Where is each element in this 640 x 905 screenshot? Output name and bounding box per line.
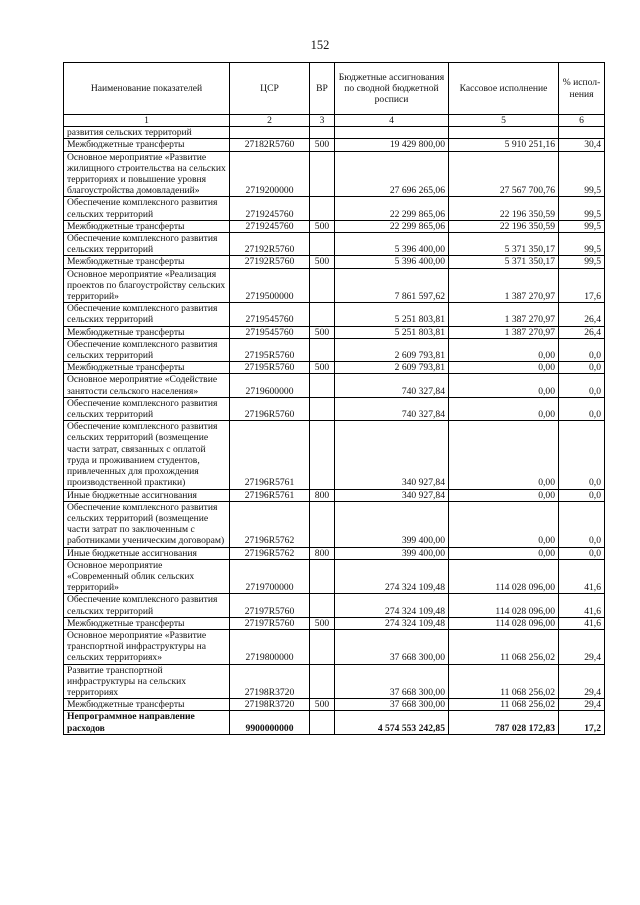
cell-csr: 27196R5761 xyxy=(230,421,310,489)
cell-budget: 37 668 300,00 xyxy=(335,629,449,664)
cell-vr xyxy=(310,303,335,326)
table-row xyxy=(64,197,605,220)
cell-vr xyxy=(310,127,335,139)
cell-csr: 2719800000 xyxy=(230,629,310,664)
cell-percent: 0,0 xyxy=(559,489,605,501)
cell-name: Межбюджетные трансферты xyxy=(64,139,230,151)
cell-cash: 5 371 350,17 xyxy=(449,256,559,268)
cell-cash: 11 068 256,02 xyxy=(449,699,559,711)
cell-name: Иные бюджетные ассигнования xyxy=(64,489,230,501)
cell-vr: 500 xyxy=(310,139,335,151)
cell-csr: 27196R5761 xyxy=(230,489,310,501)
cell-cash: 11 068 256,02 xyxy=(449,664,559,699)
cell-csr: 2719545760 xyxy=(230,326,310,338)
cell-name: Обеспечение комплексного развития сельских территорий xyxy=(64,594,230,617)
cell-csr: 27196R5762 xyxy=(230,547,310,559)
cell-budget: 5 396 400,00 xyxy=(335,256,449,268)
cell-percent: 26,4 xyxy=(559,303,605,326)
cell-csr: 27196R5762 xyxy=(230,501,310,547)
cell-percent: 99,5 xyxy=(559,256,605,268)
cell-cash: 27 567 700,76 xyxy=(449,151,559,197)
cell-budget: 340 927,84 xyxy=(335,489,449,501)
column-number-row xyxy=(64,115,605,127)
cell-name: Основное мероприятие «Развитие транспортной инфраструктуры на сельских территориях» xyxy=(64,629,230,664)
cell-name: Основное мероприятие «Содействие занятости сельского населения» xyxy=(64,374,230,397)
cell-csr: 9900000000 xyxy=(230,711,310,734)
cell-csr: 2719545760 xyxy=(230,303,310,326)
header-csr: ЦСР xyxy=(230,63,310,115)
cell-vr xyxy=(310,559,335,594)
cell-csr: 27195R5760 xyxy=(230,362,310,374)
column-number: 1 xyxy=(64,115,230,127)
cell-budget: 340 927,84 xyxy=(335,421,449,489)
cell-vr xyxy=(310,197,335,220)
cell-cash: 5 910 251,16 xyxy=(449,139,559,151)
cell-vr xyxy=(310,421,335,489)
cell-name: Обеспечение комплексного развития сельских территорий xyxy=(64,338,230,361)
cell-percent: 30,4 xyxy=(559,139,605,151)
cell-vr: 500 xyxy=(310,617,335,629)
budget-execution-table xyxy=(63,62,605,735)
cell-vr xyxy=(310,594,335,617)
cell-csr: 2719600000 xyxy=(230,374,310,397)
cell-cash: 1 387 270,97 xyxy=(449,268,559,303)
cell-name: Межбюджетные трансферты xyxy=(64,256,230,268)
cell-csr: 2719200000 xyxy=(230,151,310,197)
cell-vr xyxy=(310,268,335,303)
cell-cash: 114 028 096,00 xyxy=(449,559,559,594)
cell-vr xyxy=(310,664,335,699)
cell-name: Межбюджетные трансферты xyxy=(64,699,230,711)
cell-cash: 0,00 xyxy=(449,501,559,547)
cell-budget: 22 299 865,06 xyxy=(335,220,449,232)
header-percent: % испол-нения xyxy=(559,63,605,115)
table-row xyxy=(64,594,605,617)
cell-percent: 0,0 xyxy=(559,362,605,374)
cell-percent: 29,4 xyxy=(559,664,605,699)
cell-percent: 17,2 xyxy=(559,711,605,734)
cell-percent: 41,6 xyxy=(559,594,605,617)
cell-percent: 0,0 xyxy=(559,374,605,397)
column-number: 4 xyxy=(335,115,449,127)
cell-vr xyxy=(310,629,335,664)
cell-vr xyxy=(310,374,335,397)
cell-budget: 2 609 793,81 xyxy=(335,362,449,374)
cell-vr xyxy=(310,711,335,734)
cell-percent: 0,0 xyxy=(559,547,605,559)
cell-cash: 1 387 270,97 xyxy=(449,326,559,338)
cell-name: Обеспечение комплексного развития сельских территорий xyxy=(64,303,230,326)
table-row xyxy=(64,268,605,303)
cell-percent: 99,5 xyxy=(559,197,605,220)
cell-cash: 114 028 096,00 xyxy=(449,594,559,617)
table-row xyxy=(64,220,605,232)
cell-cash: 0,00 xyxy=(449,338,559,361)
cell-budget: 399 400,00 xyxy=(335,547,449,559)
cell-csr: 27192R5760 xyxy=(230,256,310,268)
cell-csr: 2719245760 xyxy=(230,220,310,232)
cell-budget: 27 696 265,06 xyxy=(335,151,449,197)
cell-budget: 274 324 109,48 xyxy=(335,594,449,617)
cell-cash: 22 196 350,59 xyxy=(449,220,559,232)
cell-cash: 0,00 xyxy=(449,489,559,501)
cell-csr: 2719500000 xyxy=(230,268,310,303)
cell-name: Обеспечение комплексного развития сельских территорий (возмещение части затрат, связанных с оплатой труда и проживанием студентов, привлеченных для прохождения производственной практики) xyxy=(64,421,230,489)
cell-budget: 274 324 109,48 xyxy=(335,617,449,629)
cell-csr: 27197R5760 xyxy=(230,594,310,617)
cell-percent: 99,5 xyxy=(559,233,605,256)
cell-percent: 17,6 xyxy=(559,268,605,303)
table-row xyxy=(64,326,605,338)
cell-vr: 500 xyxy=(310,220,335,232)
column-number: 5 xyxy=(449,115,559,127)
cell-budget xyxy=(335,127,449,139)
table-row xyxy=(64,421,605,489)
table-row xyxy=(64,547,605,559)
header-vr: ВР xyxy=(310,63,335,115)
cell-cash: 0,00 xyxy=(449,397,559,420)
table-row xyxy=(64,127,605,139)
table-row xyxy=(64,664,605,699)
cell-csr: 27198R3720 xyxy=(230,664,310,699)
table-row xyxy=(64,489,605,501)
header-name: Наименование показателей xyxy=(64,63,230,115)
cell-name: Основное мероприятие «Реализация проектов по благоустройству сельских территорий» xyxy=(64,268,230,303)
cell-cash: 11 068 256,02 xyxy=(449,629,559,664)
page-number: 152 xyxy=(310,38,330,52)
cell-percent xyxy=(559,127,605,139)
table-row xyxy=(64,711,605,734)
table-row xyxy=(64,559,605,594)
cell-percent: 41,6 xyxy=(559,559,605,594)
cell-name: Межбюджетные трансферты xyxy=(64,326,230,338)
table-header-row xyxy=(64,63,605,115)
cell-name: Обеспечение комплексного развития сельских территорий xyxy=(64,197,230,220)
cell-csr xyxy=(230,127,310,139)
cell-vr: 800 xyxy=(310,547,335,559)
cell-name: Непрограммное направление расходов xyxy=(64,711,230,734)
cell-percent: 29,4 xyxy=(559,699,605,711)
cell-vr: 500 xyxy=(310,256,335,268)
cell-name: Межбюджетные трансферты xyxy=(64,362,230,374)
header-budget: Бюджетные ассигнования по сводной бюджетной росписи xyxy=(335,63,449,115)
cell-budget: 5 251 803,81 xyxy=(335,303,449,326)
table-row xyxy=(64,338,605,361)
cell-budget: 2 609 793,81 xyxy=(335,338,449,361)
cell-percent: 0,0 xyxy=(559,501,605,547)
cell-csr: 2719245760 xyxy=(230,197,310,220)
cell-budget: 274 324 109,48 xyxy=(335,559,449,594)
table-row xyxy=(64,699,605,711)
cell-name: Обеспечение комплексного развития сельских территорий (возмещение части затрат по заключенным с работниками ученическим договорам) xyxy=(64,501,230,547)
cell-budget: 4 574 553 242,85 xyxy=(335,711,449,734)
cell-budget: 5 251 803,81 xyxy=(335,326,449,338)
table-row xyxy=(64,629,605,664)
cell-budget: 22 299 865,06 xyxy=(335,197,449,220)
table-row xyxy=(64,151,605,197)
column-number: 2 xyxy=(230,115,310,127)
cell-name: Иные бюджетные ассигнования xyxy=(64,547,230,559)
cell-cash: 0,00 xyxy=(449,421,559,489)
cell-csr: 27198R3720 xyxy=(230,699,310,711)
table-row xyxy=(64,397,605,420)
cell-percent: 0,0 xyxy=(559,397,605,420)
cell-name: Основное мероприятие «Современный облик сельских территорий» xyxy=(64,559,230,594)
cell-name: Обеспечение комплексного развития сельских территорий xyxy=(64,397,230,420)
table-row xyxy=(64,362,605,374)
table-row xyxy=(64,501,605,547)
table-row xyxy=(64,233,605,256)
cell-cash: 787 028 172,83 xyxy=(449,711,559,734)
cell-vr xyxy=(310,501,335,547)
cell-budget: 740 327,84 xyxy=(335,397,449,420)
cell-vr xyxy=(310,338,335,361)
cell-csr: 27196R5760 xyxy=(230,397,310,420)
cell-cash xyxy=(449,127,559,139)
cell-budget: 7 861 597,62 xyxy=(335,268,449,303)
cell-vr xyxy=(310,233,335,256)
cell-cash: 1 387 270,97 xyxy=(449,303,559,326)
cell-name: Межбюджетные трансферты xyxy=(64,617,230,629)
cell-percent: 99,5 xyxy=(559,151,605,197)
header-cash: Кассовое исполнение xyxy=(449,63,559,115)
cell-csr: 27192R5760 xyxy=(230,233,310,256)
cell-budget: 740 327,84 xyxy=(335,374,449,397)
cell-csr: 27195R5760 xyxy=(230,338,310,361)
cell-budget: 37 668 300,00 xyxy=(335,699,449,711)
table-row xyxy=(64,256,605,268)
table-row xyxy=(64,617,605,629)
cell-cash: 22 196 350,59 xyxy=(449,197,559,220)
table-row xyxy=(64,374,605,397)
cell-name: Межбюджетные трансферты xyxy=(64,220,230,232)
cell-vr xyxy=(310,397,335,420)
cell-percent: 0,0 xyxy=(559,421,605,489)
cell-percent: 41,6 xyxy=(559,617,605,629)
cell-percent: 0,0 xyxy=(559,338,605,361)
column-number: 3 xyxy=(310,115,335,127)
cell-percent: 29,4 xyxy=(559,629,605,664)
cell-vr: 500 xyxy=(310,362,335,374)
cell-vr: 500 xyxy=(310,699,335,711)
table-body xyxy=(64,127,605,735)
cell-budget: 399 400,00 xyxy=(335,501,449,547)
cell-csr: 27182R5760 xyxy=(230,139,310,151)
cell-name: Развитие транспортной инфраструктуры на сельских территориях xyxy=(64,664,230,699)
cell-csr: 2719700000 xyxy=(230,559,310,594)
cell-vr: 800 xyxy=(310,489,335,501)
cell-cash: 0,00 xyxy=(449,547,559,559)
cell-cash: 0,00 xyxy=(449,374,559,397)
cell-csr: 27197R5760 xyxy=(230,617,310,629)
table-row xyxy=(64,139,605,151)
cell-name: Основное мероприятие «Развитие жилищного строительства на сельских территориях и повышение уровня благоустройства домовладений» xyxy=(64,151,230,197)
cell-name: развития сельских территорий xyxy=(64,127,230,139)
cell-percent: 99,5 xyxy=(559,220,605,232)
table-row xyxy=(64,303,605,326)
cell-budget: 19 429 800,00 xyxy=(335,139,449,151)
cell-budget: 37 668 300,00 xyxy=(335,664,449,699)
cell-budget: 5 396 400,00 xyxy=(335,233,449,256)
cell-percent: 26,4 xyxy=(559,326,605,338)
cell-vr xyxy=(310,151,335,197)
cell-name: Обеспечение комплексного развития сельских территорий xyxy=(64,233,230,256)
cell-vr: 500 xyxy=(310,326,335,338)
cell-cash: 114 028 096,00 xyxy=(449,617,559,629)
cell-cash: 0,00 xyxy=(449,362,559,374)
cell-cash: 5 371 350,17 xyxy=(449,233,559,256)
column-number: 6 xyxy=(559,115,605,127)
